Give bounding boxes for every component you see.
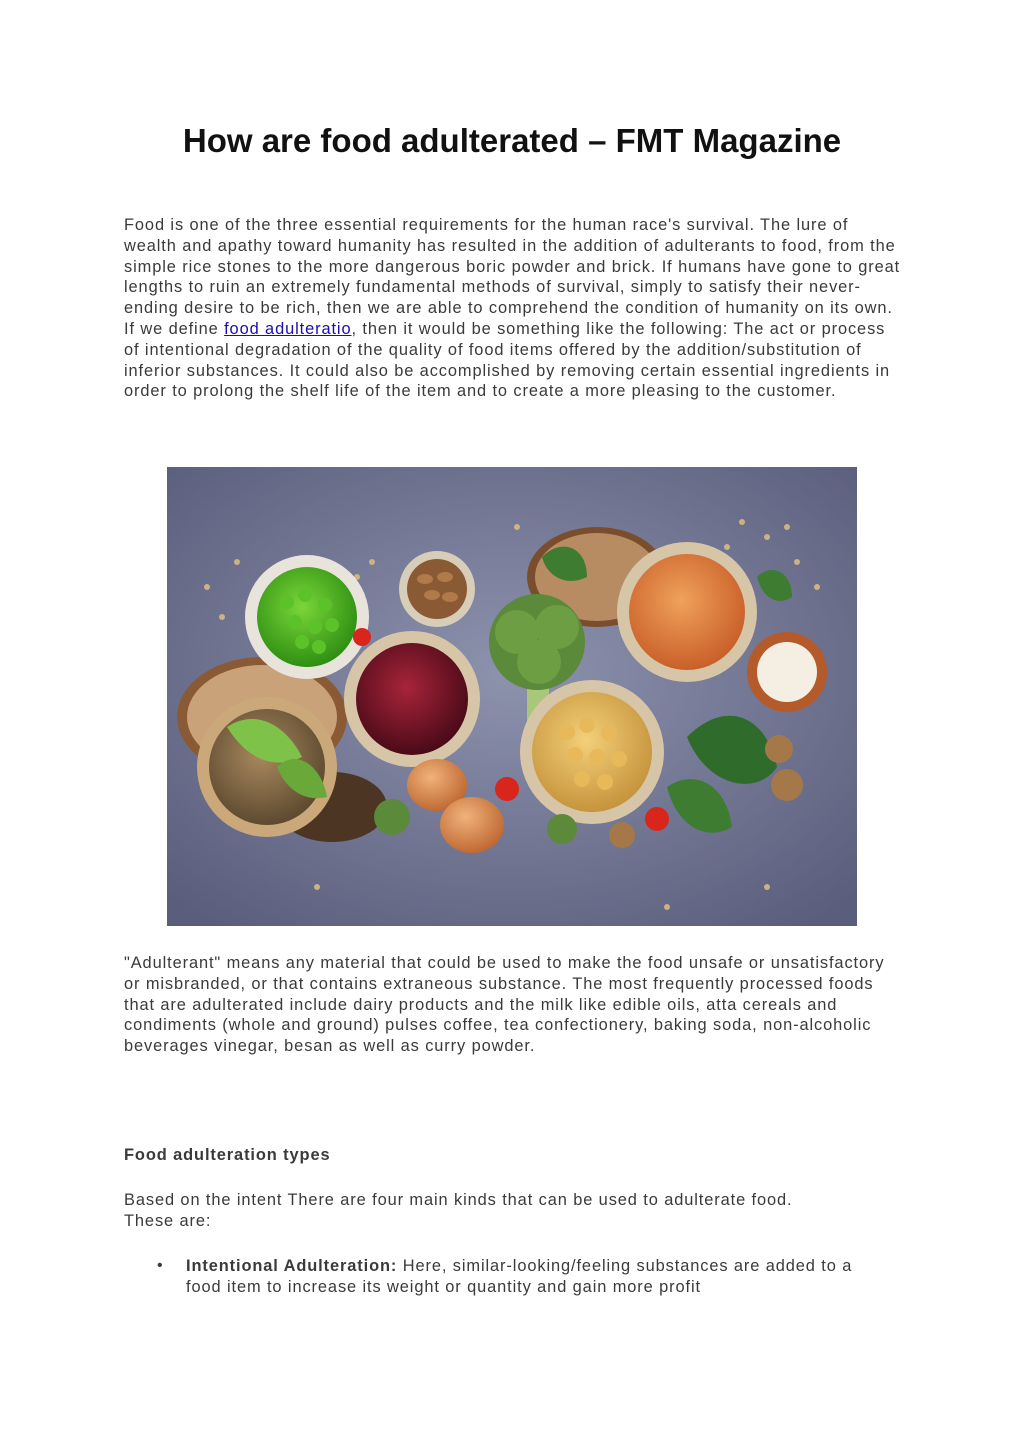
intro-text-after-link: , then it would be something like the following: The act or process of intentional degradation of the quality of food items offered by the addition/substitution of inferior substances. It could also be accomplished by removing certain essential ingredients in order to prolong the shelf life of the item and to create a more pleasing to the customer. [124,319,891,401]
intro-paragraph [124,215,904,402]
type-description: Here, similar-looking/feeling substances are added to a food item to increase its weight or quantity and gain more profit [186,1257,853,1296]
intro-text-before-link: Food is one of the three essential requirements for the human race's survival. The lure of wealth and apathy toward humanity has resulted in the addition of adulterants to food, from the simple rice stones to the more dangerous boric powder and brick. If humans have gone to great lengths to ruin an extremely fundamental methods of survival, simply to satisfy their never-ending desire to be rich, then we are able to comprehend the condition of humanity on its own. If we define [124,216,901,338]
types-list [124,1256,884,1298]
list-item [124,1256,884,1298]
types-intro-paragraph: Based on the intent There are four main kinds that can be used to adulterate food. These are: [124,1191,793,1230]
adulterant-paragraph: "Adulterant" means any material that could be used to make the food unsafe or unsatisfactory or misbranded, or that contains extraneous substance. The most frequently processed foods that are adulterated include dairy products and the milk like edible oils, atta cereals and condiments (whole and ground) pulses coffee, tea confectionery, baking soda, non-alcoholic beverages vinegar, besan as well as curry powder. [124,954,885,1056]
food-photo [167,467,857,926]
bullet-icon: • [157,1257,164,1274]
page-title: How are food adulterated – FMT Magazine [182,122,842,159]
types-heading: Food adulteration types [124,1146,331,1164]
food-adulteration-link[interactable]: food adulteratio [224,319,352,338]
type-term: Intentional Adulteration: [186,1257,398,1275]
